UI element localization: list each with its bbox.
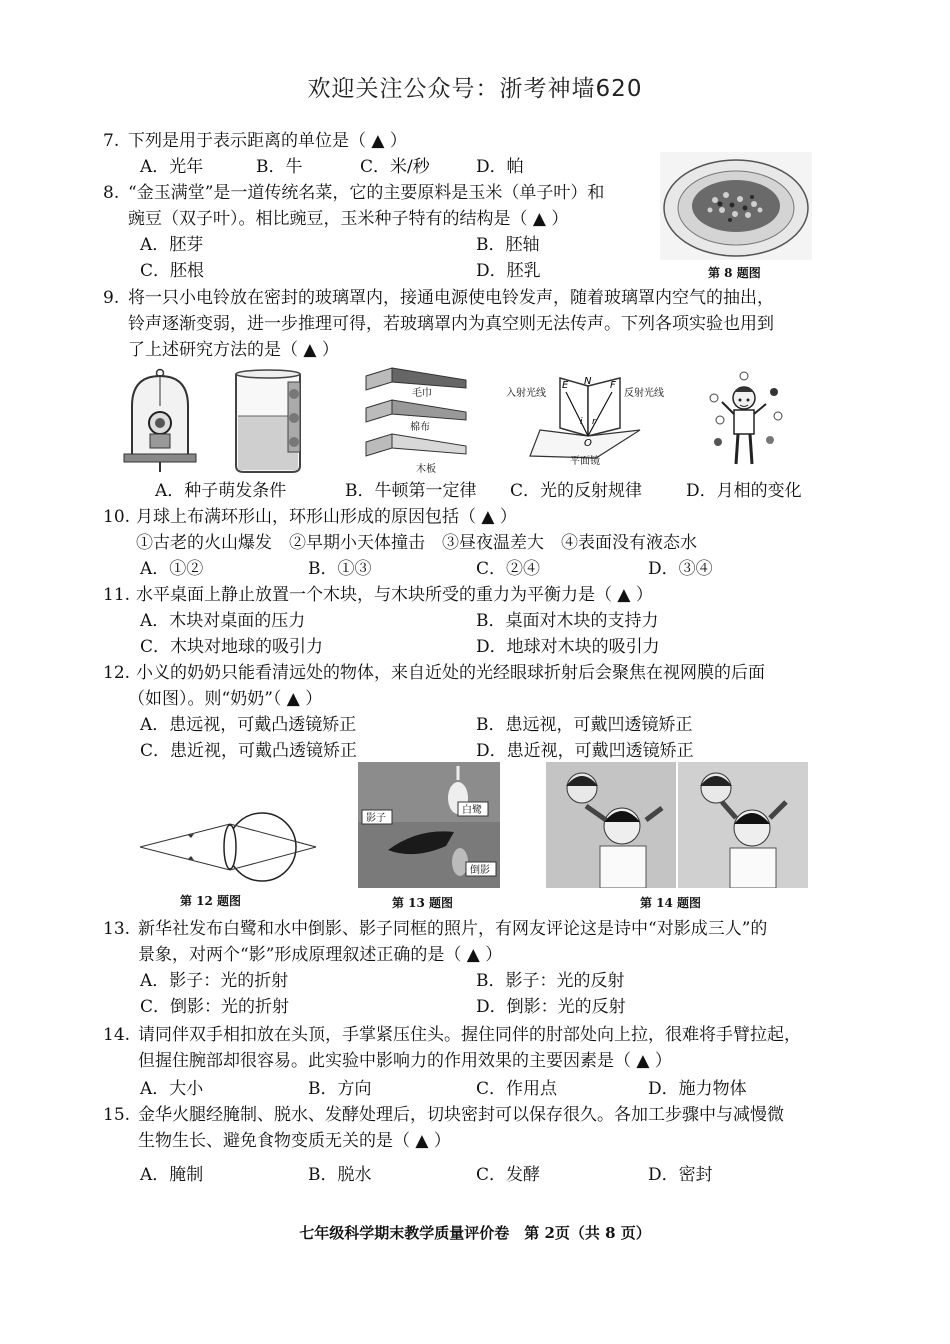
q8-figure-caption: 第 8 题图 bbox=[708, 266, 761, 280]
q7-option-d: D．帕 bbox=[476, 157, 524, 177]
q8-stem-line-1: “金玉满堂”是一道传统名菜，它的主要原料是玉米（单子叶）和 bbox=[128, 183, 605, 203]
label-n: N bbox=[584, 376, 592, 387]
q14-option-a: A．大小 bbox=[140, 1079, 204, 1099]
label-mirror: 平面镜 bbox=[570, 456, 600, 467]
q14-option-d: D．施力物体 bbox=[648, 1079, 747, 1099]
label-e: E bbox=[562, 380, 569, 391]
q9-option-d: D．月相的变化 bbox=[686, 481, 802, 501]
q12-option-a: A．患远视，可戴凸透镜矫正 bbox=[140, 715, 357, 735]
q9-number: 9. bbox=[103, 288, 120, 308]
q10-option-a: A．①② bbox=[140, 559, 204, 579]
q14-stem-line-1: 请同伴双手相扣放在头顶，手掌紧压住头。握住同伴的肘部处向上拉，很难将手臂拉起， bbox=[138, 1025, 801, 1045]
label-reflected-ray: 反射光线 bbox=[624, 388, 664, 399]
q8-option-b: B．胚轴 bbox=[476, 235, 540, 255]
q12-option-d: D．患近视，可戴凹透镜矫正 bbox=[476, 741, 694, 761]
label-reflection: 倒影 bbox=[470, 865, 490, 876]
q11-option-a: A．木块对桌面的压力 bbox=[140, 611, 306, 631]
label-cotton: 棉布 bbox=[410, 422, 430, 433]
q10-option-d: D．③④ bbox=[648, 559, 713, 579]
q12-option-b: B．患远视，可戴凹透镜矫正 bbox=[476, 715, 693, 735]
q15-option-a: A．腌制 bbox=[140, 1165, 204, 1185]
students-photo-figure bbox=[546, 762, 808, 888]
q8-option-d: D．胚乳 bbox=[476, 261, 541, 281]
q12-number: 12. bbox=[103, 663, 131, 683]
q14-figure-caption: 第 14 题图 bbox=[640, 896, 702, 910]
label-towel: 毛巾 bbox=[412, 388, 432, 399]
label-incident-ray: 入射光线 bbox=[506, 388, 546, 399]
q13-option-a: A．影子：光的折射 bbox=[140, 971, 289, 991]
q11-number: 11. bbox=[103, 585, 131, 605]
q8-option-c: C．胚根 bbox=[140, 261, 205, 281]
q8-number: 8. bbox=[103, 183, 120, 203]
beaker-seeds-figure bbox=[230, 368, 312, 474]
q12-figure-caption: 第 12 题图 bbox=[180, 894, 242, 908]
reflection-law-figure bbox=[500, 372, 680, 468]
q8-food-photo bbox=[660, 152, 812, 260]
q13-stem-line-2: 景象，对两个“影”形成原理叙述正确的是（ ▲ ） bbox=[138, 945, 503, 965]
moon-phase-boy-figure bbox=[706, 370, 786, 470]
q11-stem: 水平桌面上静止放置一个木块，与木块所受的重力为平衡力是（ ▲ ） bbox=[136, 585, 653, 605]
label-i: i bbox=[580, 417, 583, 427]
q10-option-b: B．①③ bbox=[308, 559, 372, 579]
q13-stem-line-1: 新华社发布白鹭和水中倒影、影子同框的照片，有网友评论这是诗中“对影成三人”的 bbox=[138, 919, 768, 939]
q15-option-b: B．脱水 bbox=[308, 1165, 372, 1185]
q9-stem-line-3: 了上述研究方法的是（ ▲ ） bbox=[128, 340, 339, 360]
page-banner: 欢迎关注公众号：浙考神墙620 bbox=[307, 76, 643, 102]
q12-stem-line-1: 小义的奶奶只能看清远处的物体，来自近处的光经眼球折射后会聚焦在视网膜的后面 bbox=[136, 663, 765, 683]
q15-stem-line-2: 生物生长、避免食物变质无关的是（ ▲ ） bbox=[138, 1131, 451, 1151]
q7-number: 7. bbox=[103, 131, 120, 151]
q13-option-b: B．影子：光的反射 bbox=[476, 971, 625, 991]
q12-stem-line-2: （如图）。则“奶奶”（ ▲ ） bbox=[128, 689, 323, 709]
q7-option-b: B．牛 bbox=[256, 157, 303, 177]
q13-figure-caption: 第 13 题图 bbox=[392, 896, 454, 910]
q7-option-c: C．米/秒 bbox=[360, 157, 430, 177]
label-f: F bbox=[610, 380, 616, 391]
label-board: 木板 bbox=[416, 464, 436, 475]
q15-option-d: D．密封 bbox=[648, 1165, 713, 1185]
newton-ramps-figure bbox=[362, 366, 472, 476]
egret-photo-figure bbox=[358, 762, 500, 888]
label-r: r bbox=[592, 417, 596, 427]
q9-stem-line-1: 将一只小电铃放在密封的玻璃罩内，接通电源使电铃发声，随着玻璃罩内空气的抽出， bbox=[128, 288, 774, 308]
label-shadow: 影子 bbox=[366, 813, 386, 824]
q8-stem-line-2: 豌豆（双子叶）。相比豌豆，玉米种子特有的结构是（ ▲ ） bbox=[128, 209, 569, 229]
q13-number: 13. bbox=[103, 919, 131, 939]
q8-option-a: A．胚芽 bbox=[140, 235, 204, 255]
page-footer: 七年级科学期末教学质量评价卷 第 2页（共 8 页） bbox=[299, 1224, 651, 1242]
q11-option-b: B．桌面对木块的支持力 bbox=[476, 611, 659, 631]
q7-stem: 下列是用于表示距离的单位是（ ▲ ） bbox=[128, 131, 407, 151]
q11-option-d: D．地球对木块的吸引力 bbox=[476, 637, 660, 657]
q9-option-b: B．牛顿第一定律 bbox=[345, 481, 477, 501]
q12-option-c: C．患近视，可戴凸透镜矫正 bbox=[140, 741, 358, 761]
q14-number: 14. bbox=[103, 1025, 131, 1045]
q13-option-c: C．倒影：光的折射 bbox=[140, 997, 290, 1017]
q10-choices: ①古老的火山爆发 ②早期小天体撞击 ③昼夜温差大 ④表面没有液态水 bbox=[136, 533, 697, 553]
label-egret: 白鹭 bbox=[462, 805, 482, 816]
q9-option-c: C．光的反射规律 bbox=[510, 481, 643, 501]
label-o: O bbox=[584, 438, 592, 449]
q15-stem-line-1: 金华火腿经腌制、脱水、发酵处理后，切块密封可以保存很久。各加工步骤中与减慢微 bbox=[138, 1105, 784, 1125]
bell-jar-figure bbox=[120, 368, 200, 473]
q15-number: 15. bbox=[103, 1105, 131, 1125]
q9-stem-line-2: 铃声逐渐变弱，进一步推理可得，若玻璃罩内为真空则无法传声。下列各项实验也用到 bbox=[128, 314, 774, 334]
q14-stem-line-2: 但握住腕部却很容易。此实验中影响力的作用效果的主要因素是（ ▲ ） bbox=[138, 1051, 672, 1071]
q14-option-c: C．作用点 bbox=[476, 1079, 558, 1099]
q14-option-b: B．方向 bbox=[308, 1079, 372, 1099]
q10-number: 10. bbox=[103, 507, 131, 527]
q10-stem: 月球上布满环形山，环形山形成的原因包括（ ▲ ） bbox=[136, 507, 517, 527]
eye-diagram-figure bbox=[138, 808, 322, 886]
q7-option-a: A．光年 bbox=[140, 157, 204, 177]
q15-option-c: C．发酵 bbox=[476, 1165, 541, 1185]
q9-option-a: A．种子萌发条件 bbox=[155, 481, 287, 501]
q13-option-d: D．倒影：光的反射 bbox=[476, 997, 626, 1017]
q11-option-c: C．木块对地球的吸引力 bbox=[140, 637, 324, 657]
q10-option-c: C．②④ bbox=[476, 559, 541, 579]
